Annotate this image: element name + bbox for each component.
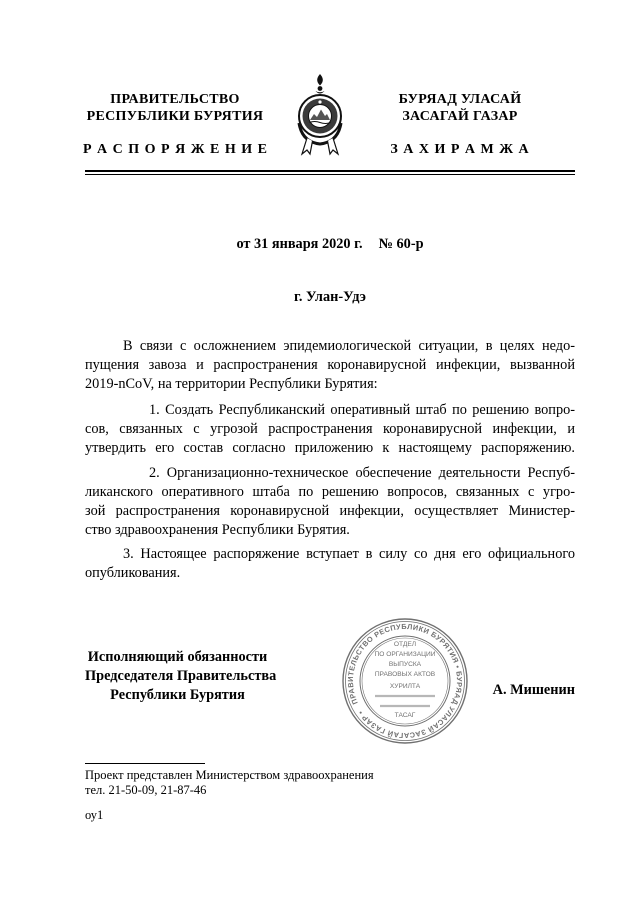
signatory-name: А. Мишенин <box>492 682 575 698</box>
paragraph-line: 3. Настоящее распоряжение вступает в силу со дня его официального <box>123 546 575 562</box>
document-date: от 31 января 2020 г. <box>236 236 363 252</box>
paragraph-line: В связи с осложнением эпидемиологической ситуации, в целях недо- <box>123 338 575 354</box>
paragraph-line: опубликования. <box>85 565 181 581</box>
paragraph-line: 1. Создать Республиканский оперативный штаб по решению вопро- <box>149 402 575 418</box>
buryatia-coat-of-arms-icon <box>293 72 347 156</box>
footer-phones: тел. 21-50-09, 21-87-46 <box>85 783 207 797</box>
doc-type-russian: Р А С П О Р Я Ж Е Н И Е <box>83 142 269 157</box>
header-right-line1: БУРЯАД УЛАСАЙ <box>398 92 522 107</box>
footnote-divider <box>85 763 205 764</box>
stamp-line: ПРАВОВЫХ АКТОВ <box>374 671 436 678</box>
paragraph-intro <box>85 337 575 394</box>
paragraph-line: 2. Организационно-техническое обеспечение деятельности Респуб- <box>149 465 575 481</box>
date-number-line <box>85 235 575 253</box>
paragraph-line: сов, связанных с угрозой распространения коронавирусной инфекции, и <box>85 421 575 437</box>
paragraph-line: ликанского оперативного штаба по решению вопросов, связанных с угро- <box>85 484 575 500</box>
stamp-line: ПО ОРГАНИЗАЦИИ <box>374 651 436 658</box>
stamp-line: ХУРИЛТА <box>389 683 421 690</box>
document-place: г. Улан-Удэ <box>294 289 366 305</box>
paragraph-item-3 <box>85 545 575 583</box>
footer-note: Проект представлен Министерством здравоохранения <box>85 768 374 782</box>
header-right-line2: ЗАСАГАЙ ГАЗАР <box>402 109 518 124</box>
paragraph-line: зой распространения коронавирусной инфекции, осуществляет Министер- <box>85 503 575 519</box>
paragraph-item-2 <box>85 464 575 540</box>
signatory-title-line: Председателя Правительства <box>85 668 277 684</box>
doc-type-buryat: З А Х И Р А М Ж А <box>390 142 530 157</box>
paragraph-line: утвердить его состав согласно приложению к настоящему распоряжению. <box>85 440 575 456</box>
header-left-line1: ПРАВИТЕЛЬСТВО <box>110 92 240 107</box>
stamp-ring-text: ПРАВИТЕЛЬСТВО РЕСПУБЛИКИ БУРЯТИЯ • БУРЯАД УЛАСАЙ ЗАСАГАЙ ГАЗАР • <box>345 621 465 741</box>
signatory-title <box>85 648 277 705</box>
official-stamp <box>340 616 470 746</box>
header-left-line2: РЕСПУБЛИКИ БУРЯТИЯ <box>86 109 264 124</box>
stamp-illegible-lines <box>375 696 435 706</box>
paragraph-line: ство здравоохранения Республики Бурятия. <box>85 522 350 538</box>
document-number: № 60-р <box>378 236 424 252</box>
header-right <box>370 91 550 125</box>
signatory-title-line: Исполняющий обязанности <box>87 649 268 665</box>
paragraph-item-1 <box>85 401 575 458</box>
stamp-line: ТАСАГ <box>394 712 416 719</box>
stamp-line: ОТДЕЛ <box>393 641 417 648</box>
footer-code: оу1 <box>85 808 104 822</box>
header-divider <box>85 170 575 175</box>
paragraph-line: 2019-nCoV, на территории Республики Бурятия: <box>85 376 378 392</box>
header-left <box>85 91 265 125</box>
signatory-title-line: Республики Бурятия <box>110 687 245 703</box>
paragraph-line: пущения завоза и распространения коронавирусной инфекции, вызванной <box>85 357 575 373</box>
stamp-line: ВЫПУСКА <box>388 661 422 668</box>
